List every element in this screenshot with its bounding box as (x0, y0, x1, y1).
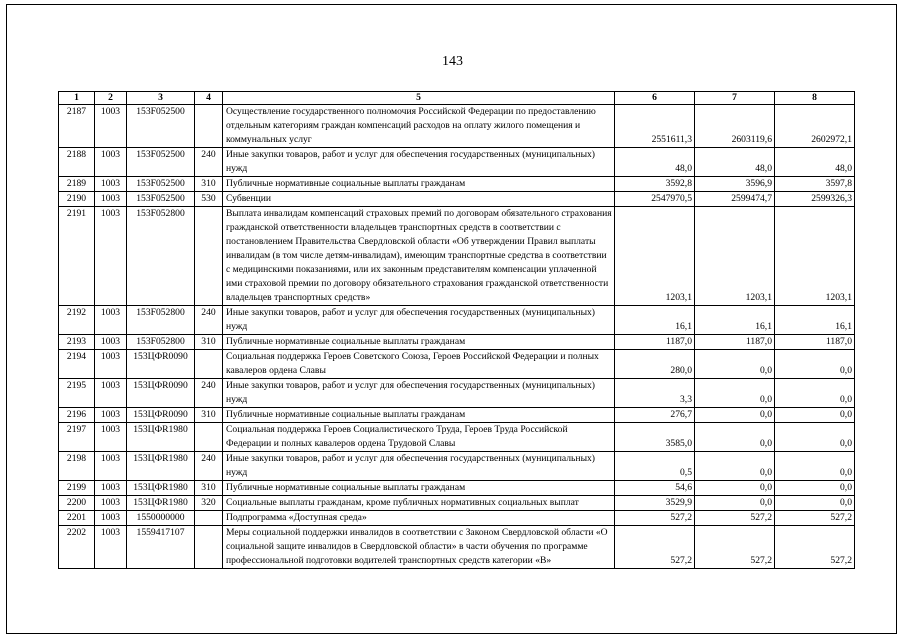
description-cell: Публичные нормативные социальные выплаты гражданам (223, 408, 615, 423)
description-cell: Иные закупки товаров, работ и услуг для обеспечения государственных (муниципальных) нужд (223, 379, 615, 408)
amount-cell: 54,6 (615, 481, 695, 496)
section-code-cell: 1003 (95, 423, 127, 452)
target-article-cell: 1559417107 (127, 526, 195, 569)
expense-type-cell (195, 526, 223, 569)
table-row (59, 481, 855, 496)
amount-cell: 2603119,6 (695, 105, 775, 148)
amount-cell: 0,5 (615, 452, 695, 481)
amount-cell: 527,2 (695, 526, 775, 569)
description-cell: Иные закупки товаров, работ и услуг для обеспечения государственных (муниципальных) нужд (223, 148, 615, 177)
expense-type-cell (195, 105, 223, 148)
table-row (59, 192, 855, 207)
section-code-cell: 1003 (95, 177, 127, 192)
target-article-cell: 153ЦФR0090 (127, 350, 195, 379)
expense-type-cell (195, 423, 223, 452)
row-number-cell: 2198 (59, 452, 95, 481)
column-header: 6 (615, 92, 695, 105)
table-row (59, 207, 855, 306)
row-number-cell: 2197 (59, 423, 95, 452)
amount-cell: 3529,9 (615, 496, 695, 511)
expense-type-cell: 310 (195, 177, 223, 192)
page-number: 143 (442, 54, 463, 69)
amount-cell: 3585,0 (615, 423, 695, 452)
row-number-cell: 2193 (59, 335, 95, 350)
table-row (59, 177, 855, 192)
row-number-cell: 2199 (59, 481, 95, 496)
amount-cell: 0,0 (775, 481, 855, 496)
amount-cell: 0,0 (695, 379, 775, 408)
section-code-cell: 1003 (95, 452, 127, 481)
row-number-cell: 2191 (59, 207, 95, 306)
amount-cell: 0,0 (695, 408, 775, 423)
expense-type-cell: 240 (195, 379, 223, 408)
amount-cell: 16,1 (775, 306, 855, 335)
description-cell: Социальная поддержка Героев Советского Союза, Героев Российской Федерации и полных кавалеров ордена Славы (223, 350, 615, 379)
row-number-cell: 2200 (59, 496, 95, 511)
section-code-cell: 1003 (95, 408, 127, 423)
amount-cell: 280,0 (615, 350, 695, 379)
amount-cell: 0,0 (695, 452, 775, 481)
amount-cell: 0,0 (775, 379, 855, 408)
amount-cell: 48,0 (695, 148, 775, 177)
table-row (59, 496, 855, 511)
expense-type-cell (195, 511, 223, 526)
row-number-cell: 2201 (59, 511, 95, 526)
target-article-cell: 153F052800 (127, 207, 195, 306)
target-article-cell: 153ЦФR1980 (127, 481, 195, 496)
column-header: 3 (127, 92, 195, 105)
amount-cell: 48,0 (615, 148, 695, 177)
amount-cell: 2599474,7 (695, 192, 775, 207)
section-code-cell: 1003 (95, 306, 127, 335)
target-article-cell: 153F052500 (127, 177, 195, 192)
row-number-cell: 2189 (59, 177, 95, 192)
section-code-cell: 1003 (95, 192, 127, 207)
table-row (59, 148, 855, 177)
amount-cell: 527,2 (615, 511, 695, 526)
amount-cell: 2551611,3 (615, 105, 695, 148)
description-cell: Социальная поддержка Героев Социалистического Труда, Героев Труда Российской Федерации и полных кавалеров ордена Трудовой Славы (223, 423, 615, 452)
amount-cell: 0,0 (775, 423, 855, 452)
expense-type-cell: 310 (195, 408, 223, 423)
amount-cell: 1203,1 (775, 207, 855, 306)
expense-type-cell: 240 (195, 306, 223, 335)
description-cell: Публичные нормативные социальные выплаты гражданам (223, 335, 615, 350)
column-header: 2 (95, 92, 127, 105)
section-code-cell: 1003 (95, 481, 127, 496)
description-cell: Осуществление государственного полномочия Российской Федерации по предоставлению отдельным категориям граждан компенсаций расходов на оплату жилого помещения и коммунальных услуг (223, 105, 615, 148)
section-code-cell: 1003 (95, 148, 127, 177)
description-cell: Выплата инвалидам компенсаций страховых премий по договорам обязательного страхования гражданской ответственности владельцев транспортных средств в соответствии с постановлением Правительства Свердловской области «Об утверждении Правил выплаты инвалидам (в том числе детям-инвалидам), имеющим транспортные средства в соответствии с медицинскими показаниями, или их законным представителям компенсации уплаченной ими страховой премии по договору обязательного страхования гражданской ответственности владельцев транспортных средств» (223, 207, 615, 306)
amount-cell: 0,0 (775, 408, 855, 423)
section-code-cell: 1003 (95, 105, 127, 148)
column-header: 7 (695, 92, 775, 105)
column-header: 8 (775, 92, 855, 105)
row-number-cell: 2196 (59, 408, 95, 423)
amount-cell: 3,3 (615, 379, 695, 408)
amount-cell: 3596,9 (695, 177, 775, 192)
target-article-cell: 153ЦФR1980 (127, 452, 195, 481)
expense-type-cell: 310 (195, 481, 223, 496)
column-header: 5 (223, 92, 615, 105)
expense-type-cell: 240 (195, 452, 223, 481)
budget-table (58, 91, 855, 569)
target-article-cell: 153F052500 (127, 148, 195, 177)
expense-type-cell (195, 207, 223, 306)
column-header: 4 (195, 92, 223, 105)
target-article-cell: 153ЦФR0090 (127, 408, 195, 423)
amount-cell: 2602972,1 (775, 105, 855, 148)
amount-cell: 1203,1 (695, 207, 775, 306)
expense-type-cell: 320 (195, 496, 223, 511)
target-article-cell: 153F052800 (127, 335, 195, 350)
expense-type-cell: 240 (195, 148, 223, 177)
table-row (59, 306, 855, 335)
table-row (59, 423, 855, 452)
amount-cell: 527,2 (775, 526, 855, 569)
row-number-cell: 2188 (59, 148, 95, 177)
target-article-cell: 153ЦФR1980 (127, 423, 195, 452)
row-number-cell: 2190 (59, 192, 95, 207)
amount-cell: 0,0 (695, 423, 775, 452)
description-cell: Подпрограмма «Доступная среда» (223, 511, 615, 526)
amount-cell: 276,7 (615, 408, 695, 423)
amount-cell: 0,0 (775, 452, 855, 481)
amount-cell: 0,0 (695, 496, 775, 511)
table-row (59, 452, 855, 481)
target-article-cell: 153ЦФR0090 (127, 379, 195, 408)
target-article-cell: 153ЦФR1980 (127, 496, 195, 511)
amount-cell: 48,0 (775, 148, 855, 177)
amount-cell: 0,0 (695, 481, 775, 496)
amount-cell: 1187,0 (775, 335, 855, 350)
target-article-cell: 1550000000 (127, 511, 195, 526)
amount-cell: 1187,0 (695, 335, 775, 350)
expense-type-cell (195, 350, 223, 379)
row-number-cell: 2192 (59, 306, 95, 335)
section-code-cell: 1003 (95, 526, 127, 569)
description-cell: Субвенции (223, 192, 615, 207)
section-code-cell: 1003 (95, 379, 127, 408)
amount-cell: 3592,8 (615, 177, 695, 192)
table-row (59, 379, 855, 408)
amount-cell: 527,2 (615, 526, 695, 569)
row-number-cell: 2195 (59, 379, 95, 408)
row-number-cell: 2202 (59, 526, 95, 569)
table-row (59, 408, 855, 423)
amount-cell: 527,2 (775, 511, 855, 526)
target-article-cell: 153F052500 (127, 192, 195, 207)
description-cell: Публичные нормативные социальные выплаты гражданам (223, 481, 615, 496)
amount-cell: 0,0 (775, 496, 855, 511)
row-number-cell: 2187 (59, 105, 95, 148)
section-code-cell: 1003 (95, 335, 127, 350)
description-cell: Меры социальной поддержки инвалидов в соответствии с Законом Свердловской области «О социальной защите инвалидов в Свердловской области» в части обучения по программе профессиональной подготовки водителей транспортных средств категории «В» (223, 526, 615, 569)
amount-cell: 16,1 (615, 306, 695, 335)
expense-type-cell: 530 (195, 192, 223, 207)
target-article-cell: 153F052500 (127, 105, 195, 148)
amount-cell: 2547970,5 (615, 192, 695, 207)
section-code-cell: 1003 (95, 496, 127, 511)
section-code-cell: 1003 (95, 350, 127, 379)
table-row (59, 511, 855, 526)
description-cell: Социальные выплаты гражданам, кроме публичных нормативных социальных выплат (223, 496, 615, 511)
column-header: 1 (59, 92, 95, 105)
amount-cell: 1187,0 (615, 335, 695, 350)
table-header-row (59, 92, 855, 105)
target-article-cell: 153F052800 (127, 306, 195, 335)
amount-cell: 527,2 (695, 511, 775, 526)
section-code-cell: 1003 (95, 511, 127, 526)
table-row (59, 526, 855, 569)
amount-cell: 0,0 (775, 350, 855, 379)
amount-cell: 16,1 (695, 306, 775, 335)
amount-cell: 3597,8 (775, 177, 855, 192)
row-number-cell: 2194 (59, 350, 95, 379)
section-code-cell: 1003 (95, 207, 127, 306)
amount-cell: 1203,1 (615, 207, 695, 306)
description-cell: Публичные нормативные социальные выплаты гражданам (223, 177, 615, 192)
table-row (59, 105, 855, 148)
table-row (59, 335, 855, 350)
expense-type-cell: 310 (195, 335, 223, 350)
table-row (59, 350, 855, 379)
description-cell: Иные закупки товаров, работ и услуг для обеспечения государственных (муниципальных) нужд (223, 452, 615, 481)
amount-cell: 2599326,3 (775, 192, 855, 207)
description-cell: Иные закупки товаров, работ и услуг для обеспечения государственных (муниципальных) нужд (223, 306, 615, 335)
amount-cell: 0,0 (695, 350, 775, 379)
